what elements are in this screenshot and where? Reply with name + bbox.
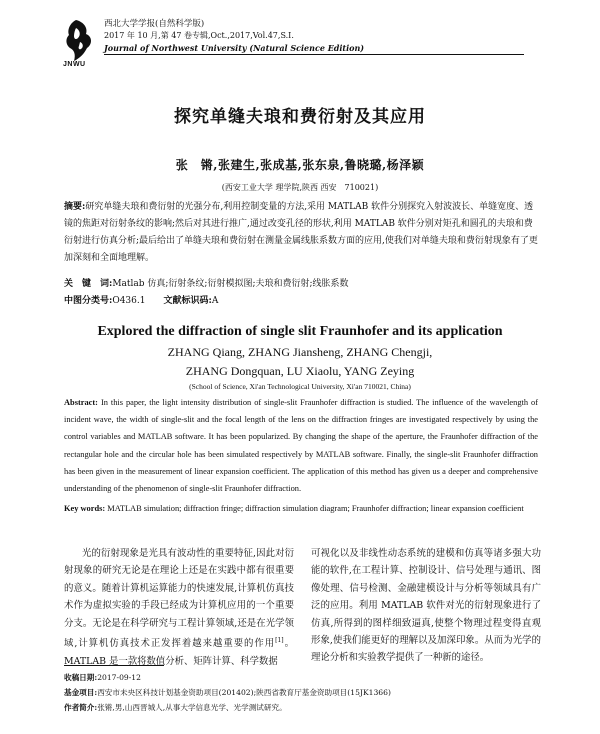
keywords-en <box>64 500 538 517</box>
keywords-en-label: Key words: <box>64 504 106 513</box>
paper-title-zh: 探究单缝夫琅和费衍射及其应用 <box>174 107 426 127</box>
keywords-en-text: MATLAB simulation; diffraction fringe; diffraction simulation diagram; Fraunhofer diffraction; linear expansion coefficient <box>105 504 524 513</box>
citation-ref: [1] <box>275 637 284 645</box>
classification-line <box>64 293 538 310</box>
abstract-zh-text: 研究单缝夫琅和费衍射的光强分布,利用控制变量的方法,采用 MATLAB 软件分别探究入射波波长、单缝宽度、透镜的焦距对衍射条纹的影响;然后对其进行推广,通过改变孔径的形状,利用 MATLAB 软件分别对矩孔和圆孔的夫琅和费衍射进行仿真分析;最后给出了单缝夫琅和费衍射在测量金属线胀系数方面的应用,使我们对单缝夫琅和费衍射现象有了更加深刻和全面地理解。 <box>64 202 538 263</box>
header-rule <box>104 54 524 55</box>
footnote-author-bio <box>64 703 544 713</box>
body-left-text: 光的衍射现象是光具有波动性的重要特征,因此对衍射现象的研究无论是在理论上还是在实践中都有很重要的意义。随着计算机运算能力的快速发展,计算机仿真技术作为虚拟实验的手段已经成为计算机应用的一个重要分支。无论是在科学研究与工程计算领域,还是在光学领域,计算机仿真技术正发挥着越来越重要的作用 <box>64 548 294 650</box>
footnote-text: 张锵,男,山西晋城人,从事大学信息光学、光学测试研究。 <box>97 703 287 712</box>
affiliation-en: (School of Science, Xi'an Technological University, Xi'an 710021, China) <box>189 382 411 391</box>
abstract-zh-label: 摘要: <box>64 202 86 212</box>
doc-code-value: A <box>211 296 219 306</box>
footnote-label: 收稿日期: <box>64 673 98 682</box>
authors-en-line2: ZHANG Dongquan, LU Xiaolu, YANG Zeying <box>185 364 415 378</box>
footnote-received <box>64 673 544 683</box>
paper-title-en: Explored the diffraction of single slit Fraunhofer and its application <box>97 324 503 339</box>
abstract-en-text: In this paper, the light intensity distribution of single-slit Fraunhofer diffraction is studied. The influence of the wavelength of incident wave, the width of single-slit and the focal length of the lens on the diffraction fringes are investigated respectively by using the control variables and MATLAB software. It has been popularized. By changing the shape of the aperture, the Fraunhofer diffraction of the rectangular hole and the circular hole has been simulated respectively by MATLAB software. Finally, the single-slit Fraunhofer diffraction has been given in the measurement of linear expansion coefficient. The application of this method has given us a deeper and comprehensive understanding of the phenomenon of single-slit Fraunhofer diffraction. <box>64 398 538 494</box>
abstract-zh <box>64 199 538 267</box>
body-column-right <box>311 545 541 667</box>
keywords-zh <box>64 276 538 293</box>
issue-line: 2017 年 10 月,第 47 卷专辑,Oct.,2017,Vol.47,S.I. <box>104 31 294 40</box>
affiliation-zh: (西安工业大学 理学院,陕西 西安 710021) <box>221 183 379 192</box>
abstract-en <box>64 394 538 497</box>
doc-code-label: 文献标识码: <box>163 296 212 306</box>
journal-logo-text: JNWU <box>63 61 86 68</box>
keywords-zh-text: Matlab 仿真;衍射条纹;衍射模拟图;夫琅和费衍射;线胀系数 <box>112 279 349 289</box>
footnote-label: 作者简介: <box>64 703 98 712</box>
body-column-left <box>64 545 294 670</box>
footnote-text: 西安市未央区科技计划基金资助项目(201402);陕西省教育厅基金资助项目(15JK1366) <box>97 688 391 697</box>
footnote-rule <box>64 665 164 666</box>
body-left-tail: 。MATLAB 是一款将数值分析、矩阵计算、科学数据 <box>64 638 294 667</box>
footnote-text: 2017-09-12 <box>97 673 141 682</box>
journal-logo-icon <box>62 18 96 62</box>
clc-value: O436.1 <box>112 296 146 306</box>
body-right-text: 可视化以及非线性动态系统的建模和仿真等诸多强大功能的软件,在工程计算、控制设计、信号处理与通讯、图像处理、信号检测、金融建模设计与分析等领域具有广泛的应用。利用 MATLAB 软件对光的衍射现象进行了仿真,所得到的图样细致逼真,使整个物理过程变得直观形象,使我们能更好的理解以及加深印象。从而为光学的理论分析和实验教学提供了一种新的途径。 <box>311 548 541 664</box>
authors-en-line1: ZHANG Qiang, ZHANG Jiansheng, ZHANG Chengji, <box>167 345 433 359</box>
authors-zh: 张 锵,张建生,张成基,张东泉,鲁晓璐,杨泽颖 <box>175 158 425 172</box>
footnote-funding <box>64 688 544 698</box>
abstract-en-label: Abstract: <box>64 398 98 407</box>
clc-label: 中图分类号: <box>64 296 113 306</box>
keywords-zh-label: 关 键 词: <box>64 279 113 289</box>
journal-name-zh: 西北大学学报(自然科学版) <box>104 19 205 29</box>
journal-name-en: Journal of Northwest University (Natural Science Edition) <box>104 43 365 53</box>
footnote-label: 基金项目: <box>64 688 98 697</box>
